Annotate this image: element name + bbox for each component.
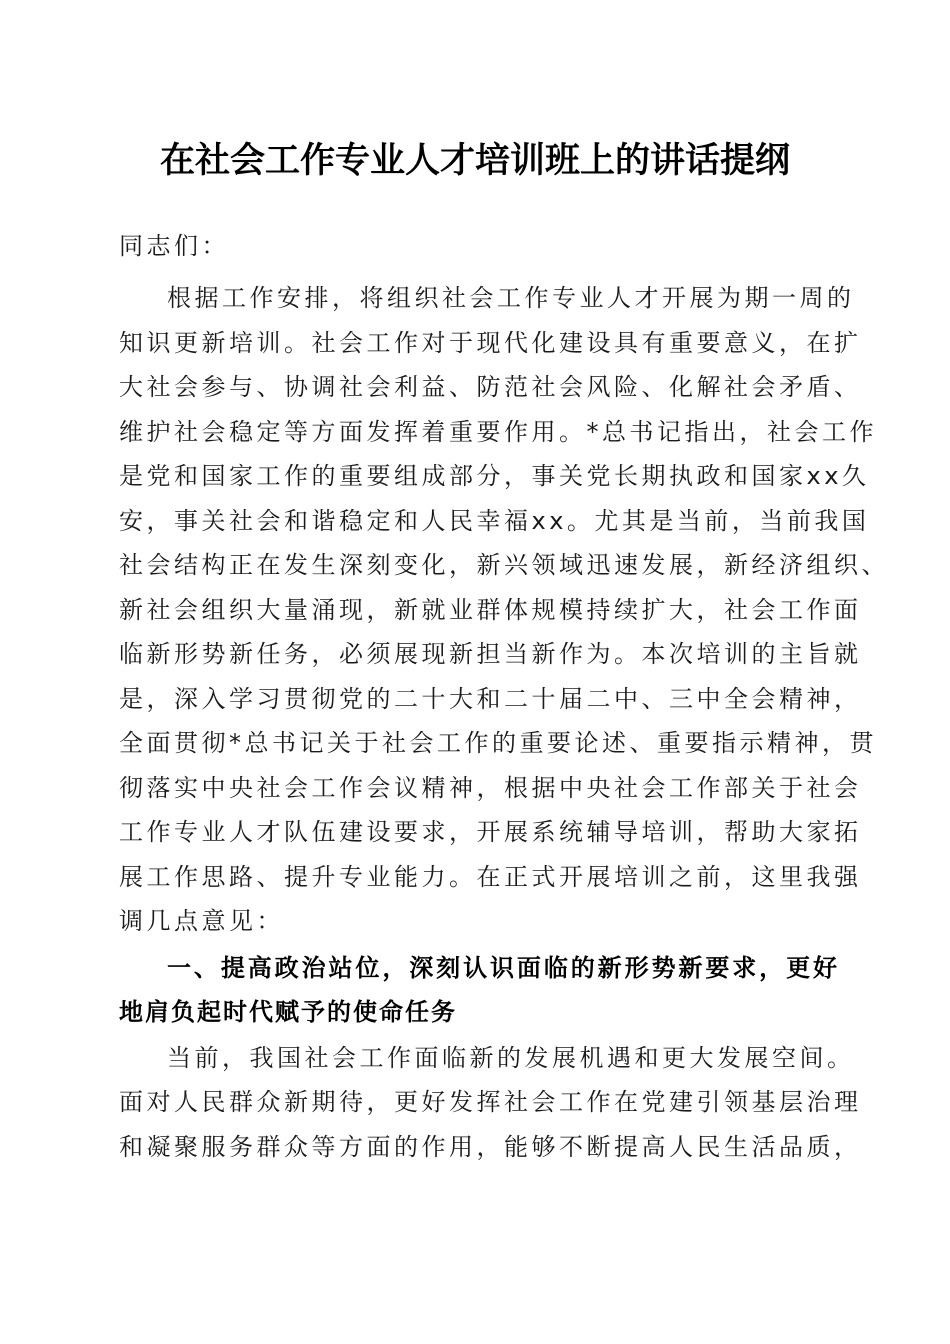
intro-line: 是党和国家工作的重要组成部分，事关党长期执政和国家xx久 bbox=[119, 462, 870, 490]
section-heading: 一、提高政治站位，深刻认识面临的新形势新要求，更好 bbox=[167, 954, 839, 982]
section-body-line: 和凝聚服务群众等方面的作用，能够不断提高人民生活品质， bbox=[119, 1133, 862, 1161]
document-title: 在社会工作专业人才培训班上的讲话提纲 bbox=[159, 140, 790, 181]
intro-line: 根据工作安排，将组织社会工作专业人才开展为期一周的 bbox=[167, 284, 855, 312]
intro-line: 社会结构正在发生深刻变化，新兴领域迅速发展，新经济组织、 bbox=[119, 551, 889, 579]
intro-line: 知识更新培训。社会工作对于现代化建设具有重要意义，在扩 bbox=[119, 329, 862, 357]
salutation: 同志们： bbox=[119, 232, 229, 260]
intro-line: 安，事关社会和谐稳定和人民幸福xx。尤其是当前，当前我国 bbox=[119, 507, 870, 535]
intro-line: 展工作思路、提升专业能力。在正式开展培训之前，这里我强 bbox=[119, 863, 862, 891]
intro-line: 工作专业人才队伍建设要求，开展系统辅导培训，帮助大家拓 bbox=[119, 818, 862, 846]
intro-line: 维护社会稳定等方面发挥着重要作用。*总书记指出，社会工作 bbox=[119, 418, 877, 446]
section-body-line: 当前，我国社会工作面临新的发展机遇和更大发展空间。 bbox=[167, 1044, 855, 1072]
section-heading: 地肩负起时代赋予的使命任务 bbox=[119, 998, 457, 1026]
intro-line: 全面贯彻*总书记关于社会工作的重要论述、重要指示精神，贯 bbox=[119, 729, 877, 757]
intro-line: 新社会组织大量涌现，新就业群体规模持续扩大，社会工作面 bbox=[119, 596, 862, 624]
intro-line: 是，深入学习贯彻党的二十大和二十届二中、三中全会精神， bbox=[119, 685, 862, 713]
intro-line: 大社会参与、协调社会利益、防范社会风险、化解社会矛盾、 bbox=[119, 373, 862, 401]
section-body-line: 面对人民群众新期待，更好发挥社会工作在党建引领基层治理 bbox=[119, 1088, 862, 1116]
intro-line: 调几点意见： bbox=[119, 907, 284, 935]
intro-line: 彻落实中央社会工作会议精神，根据中央社会工作部关于社会 bbox=[119, 774, 862, 802]
intro-line: 临新形势新任务，必须展现新担当新作为。本次培训的主旨就 bbox=[119, 640, 862, 668]
